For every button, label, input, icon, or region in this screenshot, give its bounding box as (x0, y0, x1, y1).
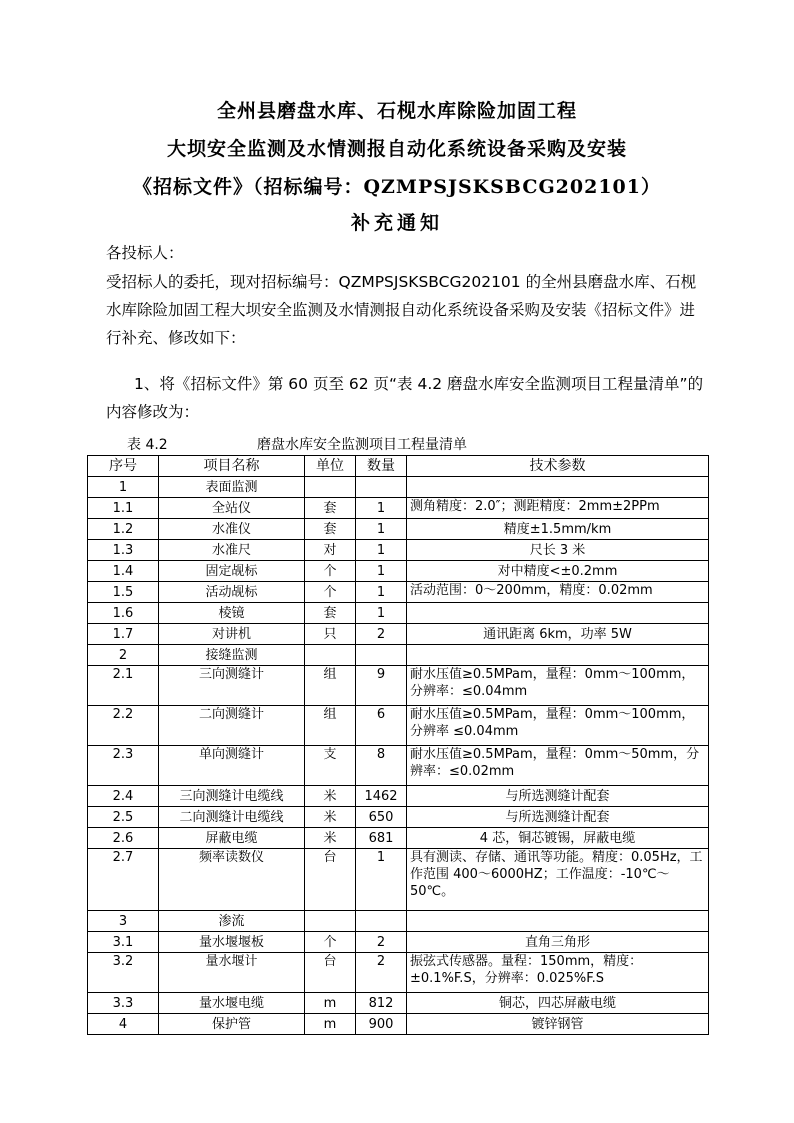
cell-item: 单向测缝计 (159, 746, 305, 786)
doc-title-line-3: 《招标文件》（招标编号：QZMPSJSKSBCG202101） (133, 176, 661, 198)
salutation: 各投标人： (106, 244, 184, 262)
cell-unit: 只 (305, 624, 356, 645)
cell-spec (407, 645, 709, 666)
cell-spec: 具有测读、存储、通讯等功能。精度：0.05Hz，工作范围 400～6000HZ；工作温度：-10℃～50℃。 (407, 849, 709, 911)
doc-title-line-2: 大坝安全监测及水情测报自动化系统设备采购及安装 (166, 138, 627, 160)
cell-qty (356, 477, 407, 498)
table-row (88, 582, 709, 603)
cell-spec: 耐水压值≥0.5MPam，量程：0mm～100mm，分辨率：≤0.04mm (407, 666, 709, 706)
cell-spec: 铜芯，四芯屏蔽电缆 (407, 993, 709, 1014)
cell-qty: 6 (356, 706, 407, 746)
cell-unit: 组 (305, 666, 356, 706)
table-row (88, 666, 709, 706)
cell-spec: 耐水压值≥0.5MPam，量程：0mm～50mm，分辨率：≤0.02mm (407, 746, 709, 786)
cell-item: 渗流 (159, 911, 305, 932)
table-row (88, 477, 709, 498)
table-caption (127, 434, 467, 454)
cell-unit: 套 (305, 603, 356, 624)
cell-no: 4 (88, 1014, 159, 1035)
table-row (88, 746, 709, 786)
cell-no: 1.3 (88, 540, 159, 561)
cell-spec: 测角精度：2.0″；测距精度：2mm±2PPm (407, 498, 709, 519)
cell-item: 二向测缝计电缆线 (159, 807, 305, 828)
cell-qty (356, 645, 407, 666)
table-row (88, 828, 709, 849)
cell-unit: 套 (305, 498, 356, 519)
cell-no: 3 (88, 911, 159, 932)
cell-spec: 4 芯，铜芯镀锡，屏蔽电缆 (407, 828, 709, 849)
cell-qty: 1 (356, 561, 407, 582)
cell-qty: 2 (356, 624, 407, 645)
cell-unit: m (305, 1014, 356, 1035)
table-row (88, 498, 709, 519)
cell-spec: 与所选测缝计配套 (407, 786, 709, 807)
cell-no: 2 (88, 645, 159, 666)
cell-spec (407, 477, 709, 498)
table-row (88, 1014, 709, 1035)
cell-no: 1.2 (88, 519, 159, 540)
table-row (88, 993, 709, 1014)
header-unit: 单位 (305, 456, 356, 477)
cell-no: 1.7 (88, 624, 159, 645)
cell-item: 水准尺 (159, 540, 305, 561)
cell-item: 对讲机 (159, 624, 305, 645)
cell-unit: 米 (305, 807, 356, 828)
cell-spec: 通讯距离 6km，功率 5W (407, 624, 709, 645)
cell-item: 保护管 (159, 1014, 305, 1035)
cell-spec (407, 911, 709, 932)
doc-title-line-1: 全州县磨盘水库、石枧水库除险加固工程 (216, 100, 577, 122)
cell-item: 二向测缝计 (159, 706, 305, 746)
cell-qty: 681 (356, 828, 407, 849)
cell-no: 3.3 (88, 993, 159, 1014)
cell-item: 屏蔽电缆 (159, 828, 305, 849)
quantity-table (87, 455, 709, 1035)
cell-item: 全站仪 (159, 498, 305, 519)
cell-no: 2.1 (88, 666, 159, 706)
cell-spec: 活动范围：0～200mm，精度：0.02mm (407, 582, 709, 603)
body-paragraph: 受招标人的委托，现对招标编号：QZMPSJSKSBCG202101 的全州县磨盘水库、石枧水库除险加固工程大坝安全监测及水情测报自动化系统设备采购及安装《招标文件》进行补充、修改如下： (106, 273, 697, 347)
cell-qty: 1462 (356, 786, 407, 807)
cell-qty: 2 (356, 953, 407, 993)
table-row (88, 645, 709, 666)
item-1-paragraph: 1、将《招标文件》第 60 页至 62 页“表 4.2 磨盘水库安全监测项目工程量清单”的内容修改为： (106, 375, 704, 421)
cell-spec: 镀锌钢管 (407, 1014, 709, 1035)
cell-no: 2.3 (88, 746, 159, 786)
header-no: 序号 (88, 456, 159, 477)
cell-spec: 精度±1.5mm/km (407, 519, 709, 540)
cell-qty: 650 (356, 807, 407, 828)
table-row (88, 911, 709, 932)
cell-no: 2.7 (88, 849, 159, 911)
cell-spec: 耐水压值≥0.5MPam，量程：0mm～100mm，分辨率 ≤0.04mm (407, 706, 709, 746)
cell-item: 固定觇标 (159, 561, 305, 582)
table-row (88, 706, 709, 746)
cell-qty: 8 (356, 746, 407, 786)
cell-qty: 1 (356, 519, 407, 540)
cell-item: 棱镜 (159, 603, 305, 624)
cell-item: 量水堰电缆 (159, 993, 305, 1014)
cell-item: 量水堰计 (159, 953, 305, 993)
cell-qty: 1 (356, 849, 407, 911)
cell-unit: 米 (305, 786, 356, 807)
cell-spec: 直角三角形 (407, 932, 709, 953)
cell-unit: 米 (305, 828, 356, 849)
table-row (88, 932, 709, 953)
cell-qty: 812 (356, 993, 407, 1014)
cell-unit: 个 (305, 561, 356, 582)
cell-spec: 与所选测缝计配套 (407, 807, 709, 828)
table-row (88, 624, 709, 645)
cell-no: 2.2 (88, 706, 159, 746)
cell-unit (305, 645, 356, 666)
cell-spec: 振弦式传感器。量程：150mm，精度：±0.1%F.S，分辨率：0.025%F.S (407, 953, 709, 993)
table-row (88, 807, 709, 828)
cell-qty: 9 (356, 666, 407, 706)
cell-unit: 对 (305, 540, 356, 561)
cell-item: 表面监测 (159, 477, 305, 498)
cell-unit: 套 (305, 519, 356, 540)
table-row (88, 561, 709, 582)
table-row (88, 603, 709, 624)
table-caption-title: 磨盘水库安全监测项目工程量清单 (257, 437, 467, 453)
table-body (88, 477, 709, 1035)
cell-unit (305, 477, 356, 498)
cell-unit: 组 (305, 706, 356, 746)
cell-item: 频率读数仪 (159, 849, 305, 911)
cell-no: 2.6 (88, 828, 159, 849)
cell-qty: 1 (356, 582, 407, 603)
cell-qty: 1 (356, 603, 407, 624)
cell-no: 1.4 (88, 561, 159, 582)
cell-unit: 个 (305, 582, 356, 603)
cell-unit (305, 911, 356, 932)
cell-item: 三向测缝计电缆线 (159, 786, 305, 807)
cell-qty (356, 911, 407, 932)
header-spec: 技术参数 (407, 456, 709, 477)
cell-spec (407, 603, 709, 624)
header-qty: 数量 (356, 456, 407, 477)
cell-unit: 台 (305, 849, 356, 911)
table-row (88, 519, 709, 540)
cell-qty: 2 (356, 932, 407, 953)
cell-unit: m (305, 993, 356, 1014)
cell-no: 2.4 (88, 786, 159, 807)
cell-item: 三向测缝计 (159, 666, 305, 706)
cell-item: 水准仪 (159, 519, 305, 540)
table-row (88, 849, 709, 911)
table-row (88, 953, 709, 993)
cell-no: 3.1 (88, 932, 159, 953)
table-row (88, 540, 709, 561)
cell-no: 1 (88, 477, 159, 498)
table-header-row (88, 456, 709, 477)
table-caption-number: 表 4.2 (127, 437, 168, 453)
cell-no: 1.5 (88, 582, 159, 603)
cell-spec: 尺长 3 米 (407, 540, 709, 561)
cell-no: 2.5 (88, 807, 159, 828)
cell-no: 1.1 (88, 498, 159, 519)
cell-no: 3.2 (88, 953, 159, 993)
cell-item: 活动觇标 (159, 582, 305, 603)
cell-item: 接缝监测 (159, 645, 305, 666)
header-item: 项目名称 (159, 456, 305, 477)
cell-qty: 1 (356, 498, 407, 519)
cell-no: 1.6 (88, 603, 159, 624)
cell-qty: 1 (356, 540, 407, 561)
cell-unit: 个 (305, 932, 356, 953)
table-row (88, 786, 709, 807)
cell-qty: 900 (356, 1014, 407, 1035)
doc-title-notice: 补充通知 (350, 212, 443, 234)
cell-unit: 台 (305, 953, 356, 993)
cell-spec: 对中精度<±0.2mm (407, 561, 709, 582)
cell-unit: 支 (305, 746, 356, 786)
cell-item: 量水堰堰板 (159, 932, 305, 953)
